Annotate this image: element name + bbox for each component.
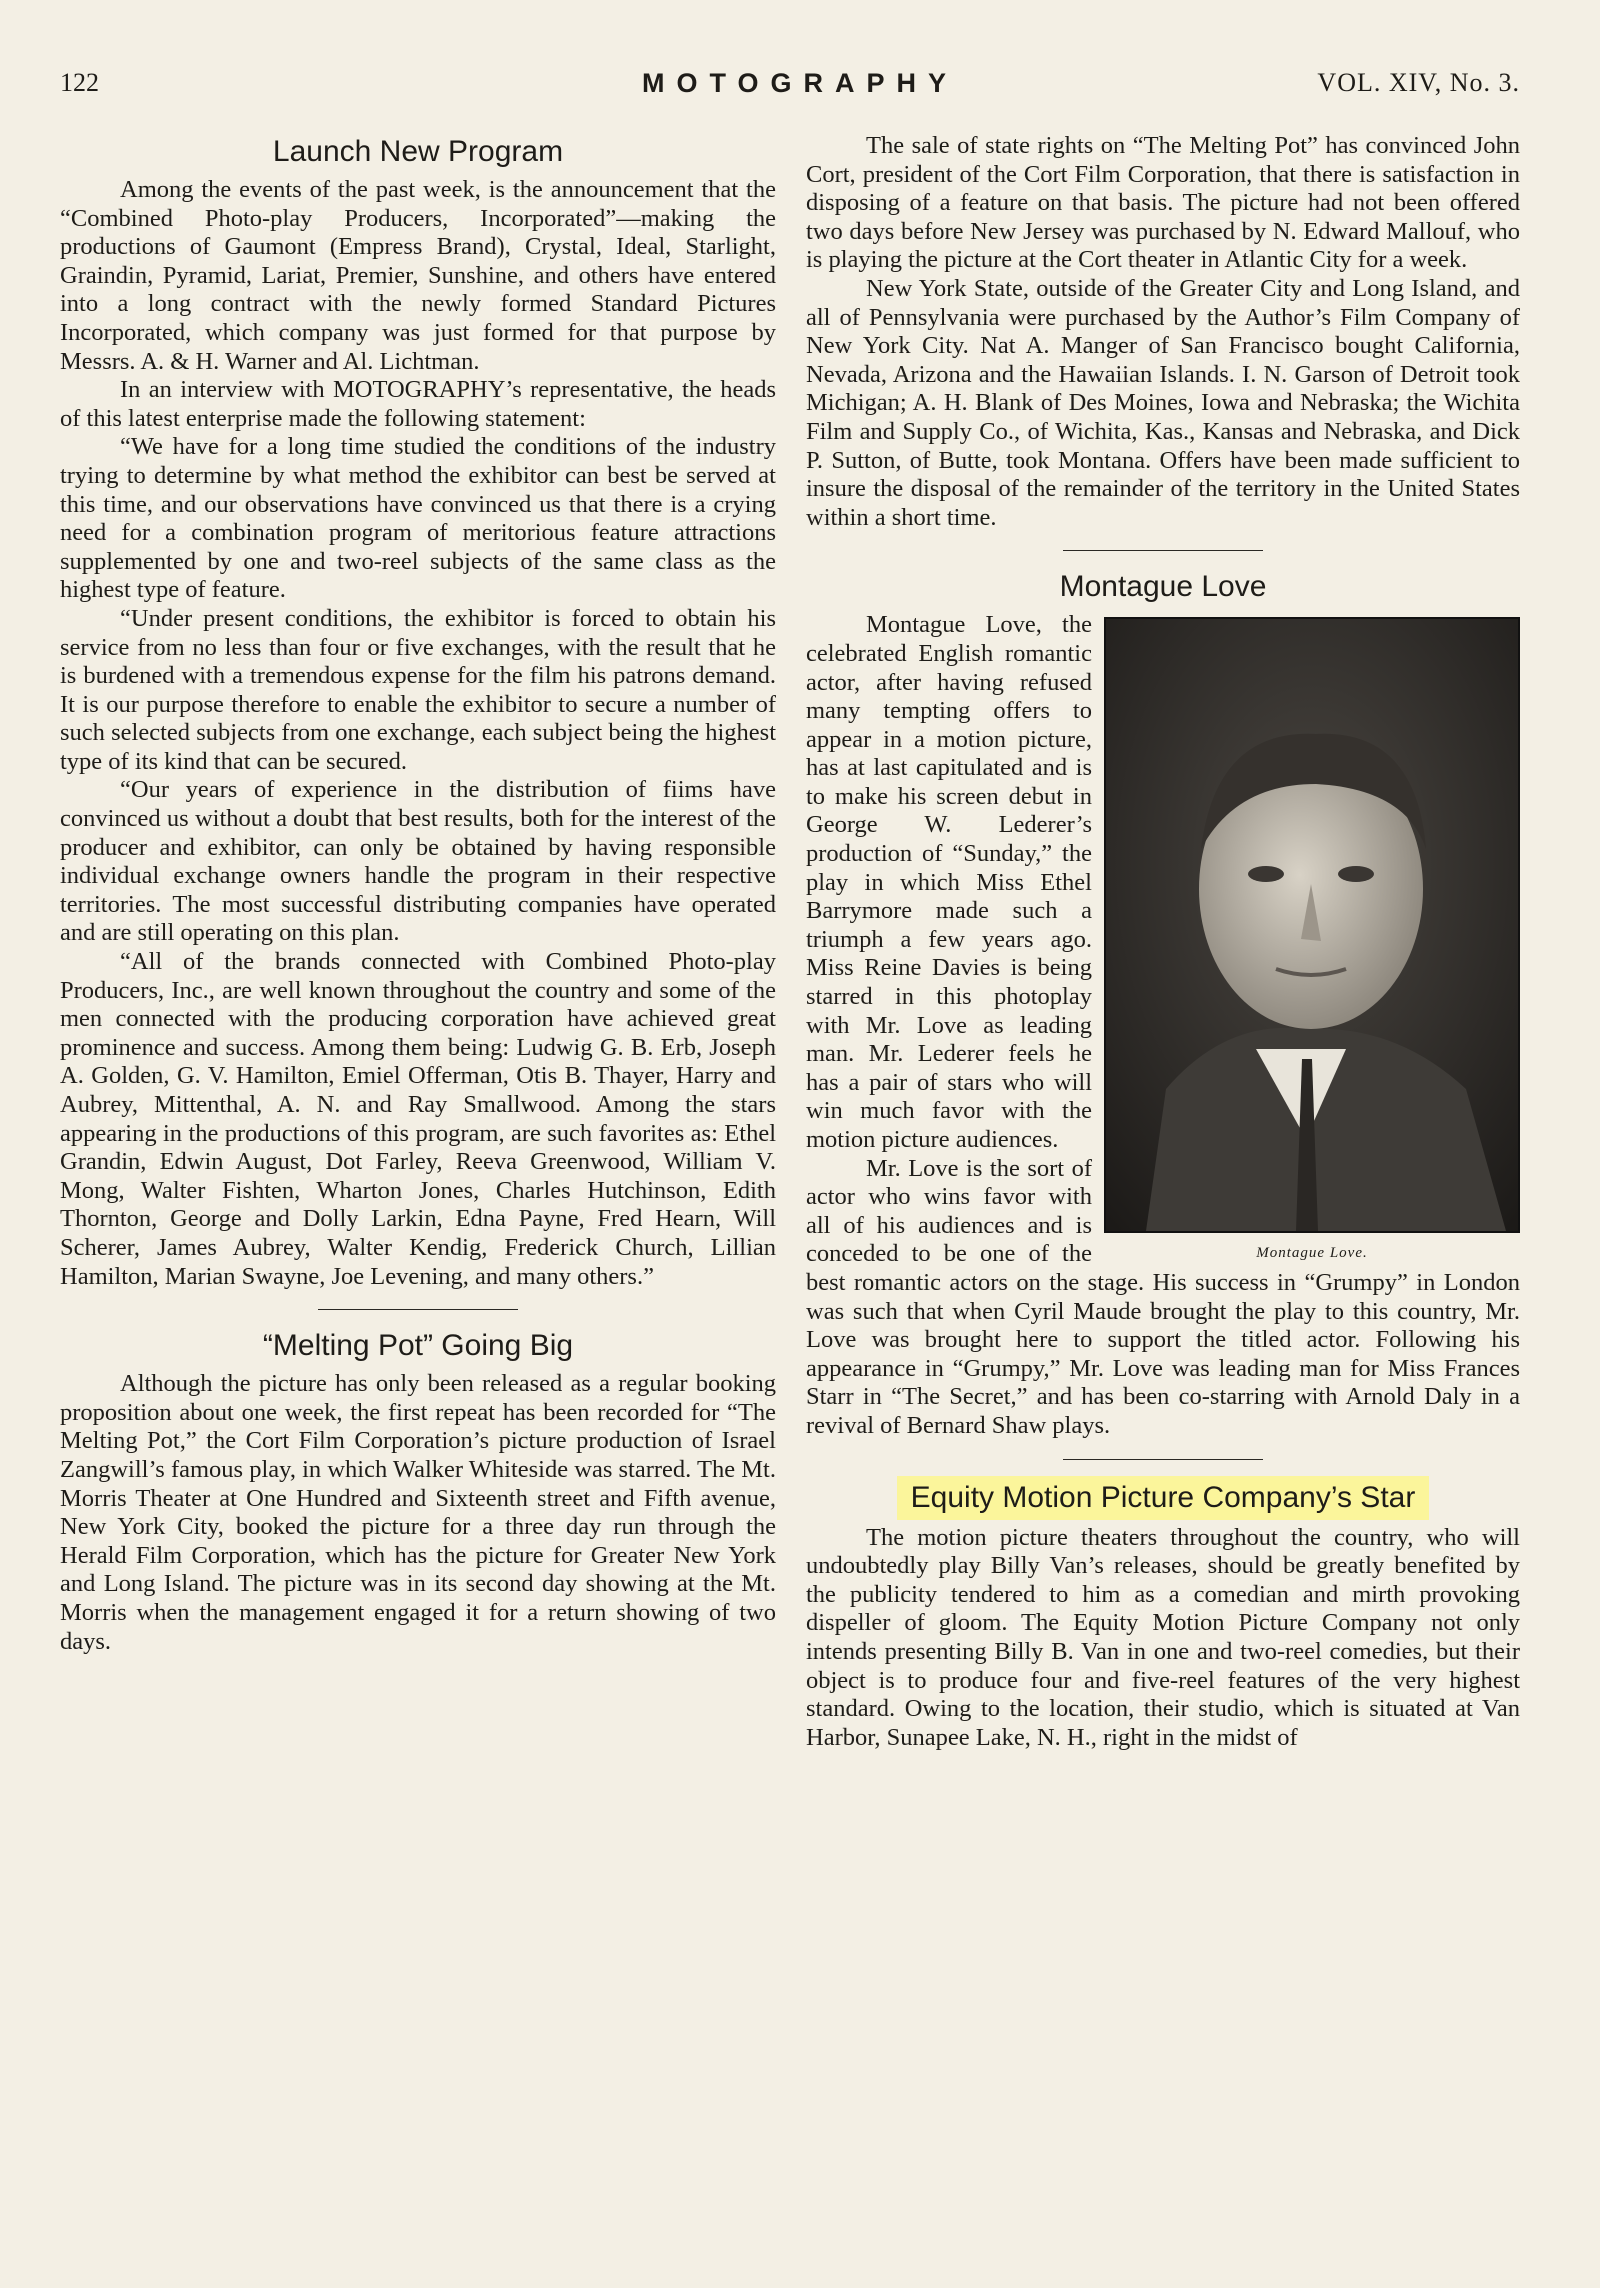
section-divider <box>318 1309 518 1310</box>
paragraph: Although the picture has only been released as a regular booking proposition about one week, the first repeat has been recorded for “The Melting Pot,” the Cort Film Corporation’s picture production of Israel Zangwill’s famous play, in which Walker Whiteside was starred. The Mt. Morris Theater at One Hundred and Sixteenth street and Fifth avenue, New York City, booked the picture for a three day run through the Herald Film Corporation, which has the picture for Greater New York and Long Island. The picture was in its second day showing at the Mt. Morris when the management engaged it for a return showing of two days. <box>60 1370 776 1655</box>
volume-number: VOL. XIV, No. 3. <box>1317 68 1520 97</box>
paragraph: Mr. Love is the sort of actor who wins favor with all of his audiences and is conceded to be one of the best romantic actors on the stage. His success in “Grumpy” in London was such that when Cyril Maude brought the play to this country, Mr. Love was brought here to support the titled actor. Following his appearance in “Grumpy,” Mr. Love was leading man for Miss Frances Starr in “The Secret,” and has been co-starring with Arnold Daly in a revival of Bernard Shaw plays. <box>806 1154 1520 1439</box>
paragraph: “Our years of experience in the distribution of fiims have convinced us without a doubt that best results, both for the interest of the producer and exhibitor, can only be obtained by having responsible individual exchange owners handle the program in their respective territories. The most successful distributing companies have operated and are still operating on this plan. <box>60 776 776 947</box>
section-divider <box>1063 1459 1263 1460</box>
article-title-montague-love: Montague Love <box>1059 570 1267 604</box>
portrait-photo <box>1104 617 1520 1233</box>
paragraph: Among the events of the past week, is the announcement that the “Combined Photo-play Producers, Incorporated”—making the productions of Gaumont (Empress Brand), Crystal, Ideal, Starlight, Graindin, Pyramid, Lariat, Premier, Sunshine, and others have entered into a long contract with the newly formed Standard Pictures Incorporated, which company was just formed for that purpose by Messrs. A. & H. Warner and Al. Lichtman. <box>60 176 776 375</box>
paragraph: “Under present conditions, the exhibitor is forced to obtain his service from no less than four or five exchanges, with the result that he is burdened with a tremendous expense for the film his patrons demand. It is our purpose therefore to enable the exhibitor to secure a number of such selected subjects from one exchange, each subject being the highest type of its kind that can be secured. <box>60 604 776 775</box>
running-head <box>0 68 1600 108</box>
highlighted-title: Equity Motion Picture Company’s Star <box>897 1476 1430 1520</box>
paragraph: The motion picture theaters throughout the country, who will undoubtedly play Billy Van’s releases, should be greatly benefited by the publicity tendered to him as a comedian and mirth provoking dispeller of gloom. The Equity Motion Picture Company not only intends presenting Billy B. Van in one and two-reel comedies, but their object is to produce four and five-reel features of the very highest standard. Owing to the location, their studio, which is situated at Van Harbor, Sunapee Lake, N. H., right in the midst of <box>806 1523 1520 1751</box>
paragraph: “We have for a long time studied the conditions of the industry trying to determine by what method the exhibitor can best be served at this time, and our observations have convinced us that there is a crying need for a combination program of meritorious feature attractions supplemented by one and two-reel subjects of the same class as the highest type of feature. <box>60 433 776 604</box>
paragraph: “All of the brands connected with Combined Photo-play Producers, Inc., are well known throughout the country and some of the men connected with the producing corporation have achieved great prominence and success. Among them being: Ludwig G. B. Erb, Joseph A. Golden, G. V. Hamilton, Emiel Offerman, Otis B. Thayer, Harry and Aubrey, Mittenthal, A. N. and Ray Smallwood. Among the stars appearing in the productions of this program, are such favorites as: Ethel Grandin, Edwin August, Dot Farley, Reeva Greenwood, William V. Mong, Walter Fishten, Wharton Jones, Charles Hutchinson, Edith Thornton, George and Dolly Larkin, Edna Payne, Fred Hearn, Will Scherer, James Aubrey, Walter Kendig, Frederick Church, Lillian Hamilton, Marian Swayne, Joe Levening, and many others.” <box>60 948 776 1290</box>
article-title-melting-pot: “Melting Pot” Going Big <box>262 1329 574 1363</box>
portrait-image <box>1106 619 1518 1231</box>
journal-title: MOTOGRAPHY <box>641 68 958 98</box>
right-column <box>806 132 1520 2132</box>
left-column <box>60 132 776 2132</box>
photo-caption: Montague Love. <box>1256 1245 1368 1262</box>
section-divider <box>1063 550 1263 551</box>
article-title-launch: Launch New Program <box>272 135 564 168</box>
paragraph: The sale of state rights on “The Melting Pot” has convinced John Cort, president of the Cort Film Corporation, that there is satisfaction in disposing of a feature on that basis. The picture had not been offered two days before New Jersey was purchased by N. Edward Mallouf, who is playing the picture at the Cort theater in Atlantic City for a week. <box>806 132 1520 274</box>
article-title-equity <box>806 1476 1520 1520</box>
paragraph: In an interview with MOTOGRAPHY’s representative, the heads of this latest enterprise made the following statement: <box>60 376 776 432</box>
page-number: 122 <box>60 68 99 97</box>
portrait-figure <box>1104 617 1520 1262</box>
paragraph: New York State, outside of the Greater City and Long Island, and all of Pennsylvania were purchased by the Author’s Film Company of New York City. Nat A. Manger of San Francisco bought California, Nevada, Arizona and the Hawaiian Islands. I. N. Garson of Detroit took Michigan; A. H. Blank of Des Moines, Iowa and Nebraska; the Wichita Film and Supply Co., of Wichita, Kas., Kansas and Nebraska, and Dick P. Sutton, of Butte, took Montana. Offers have been made sufficient to insure the disposal of the remainder of the territory in the United States within a short time. <box>806 274 1520 531</box>
paragraph: Montague Love, the celebrated English romantic actor, after having refused many tempting offers to appear in a motion picture, has at last capitulated and is to make his screen debut in George W. Lederer’s production of “Sunday,” the play in which Miss Ethel Barrymore made such a triumph a few years ago. Miss Reine Davies is being starred in this photoplay with Mr. Love as leading man. Mr. Lederer feels he has a pair of stars who will win much favor with the motion picture audiences. <box>806 611 1092 1153</box>
